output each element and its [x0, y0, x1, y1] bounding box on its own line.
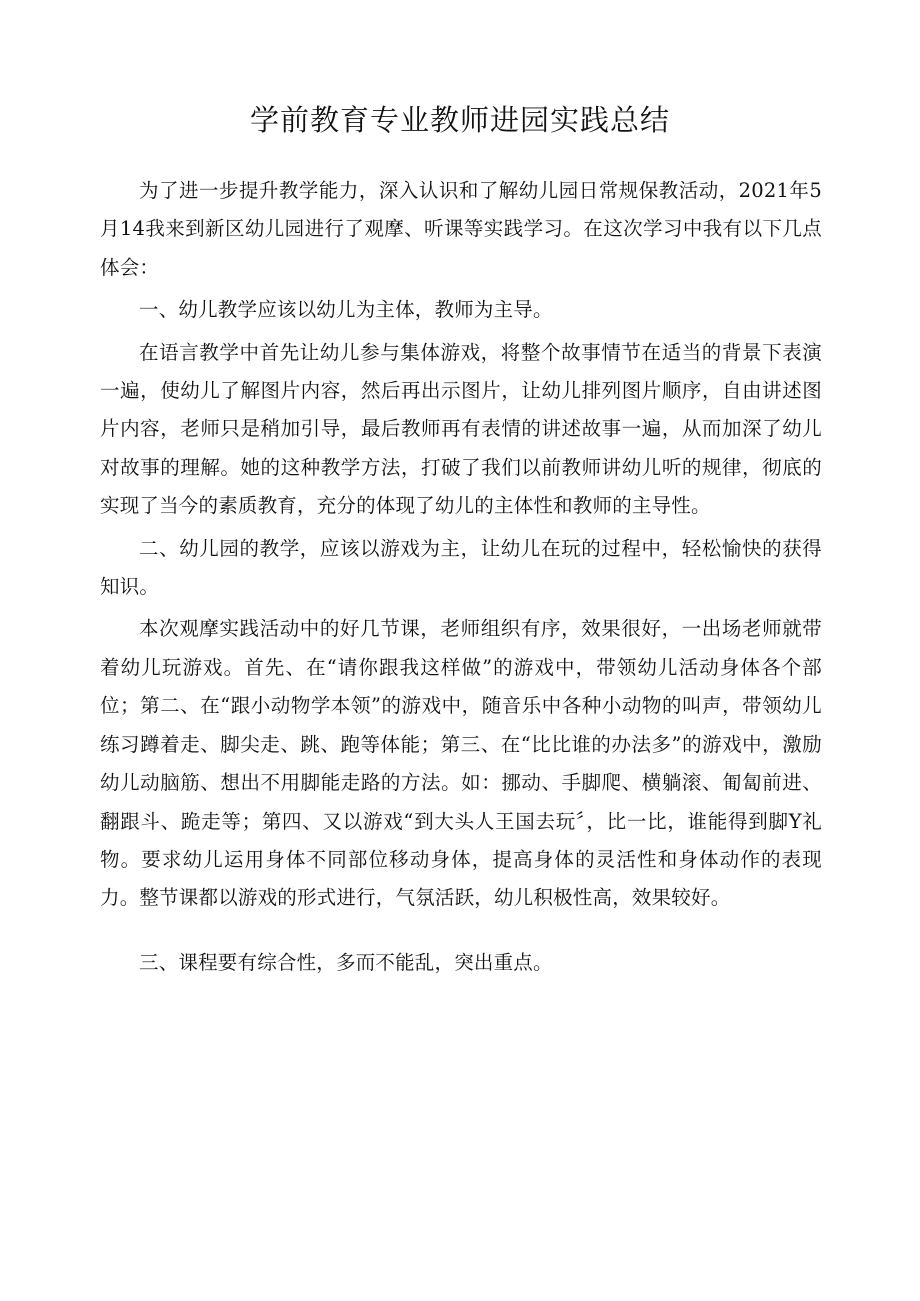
heading-point-two: 二、幼儿园的教学，应该以游戏为主，让幼儿在玩的过程中，轻松愉快的获得知识。: [100, 536, 822, 599]
document-body: [100, 172, 822, 982]
heading-point-three: 三、课程要有综合性，多而不能乱，突出重点。: [139, 950, 553, 974]
paragraph-intro: 为了进一步提升教学能力，深入认识和了解幼儿园日常规保教活动，2021年5月14我来到新区幼儿园进行了观摩、听课等实践学习。在这次学习中我有以下几点体会：: [100, 179, 822, 279]
heading-point-one: 一、幼儿教学应该以幼儿为主体，教师为主导。: [139, 298, 553, 322]
paragraph-point-two: 本次观摩实践活动中的好几节课，老师组织有序，效果很好，一出场老师就带着幼儿玩游戏。首先、在“请你跟我这样做”的游戏中，带领幼儿活动身体各个部位；第二、在“跟小动物学本领”的游戏中，随音乐中各种小动物的叫声，带领幼儿练习蹲着走、脚尖走、跳、跑等体能；第三、在“比比谁的办法多”的游戏中，激励幼儿动脑筋、想出不用脚能走路的方法。如：挪动、手脚爬、横躺滚、匍匐前进、翻跟斗、跪走等；第四、又以游戏“到大头人王国去玩〞，比一比，谁能得到脚Y礼物。要求幼儿运用身体不同部位移动身体，提高身体的灵活性和身体动作的表现力。整节课都以游戏的形式进行，气氛活跃，幼儿积极性高，效果较好。: [100, 617, 822, 910]
page-title: 学前教育专业教师进园实践总结: [249, 103, 670, 137]
paragraph-point-one: 在语言教学中首先让幼儿参与集体游戏，将整个故事情节在适当的背景下表演一遍，使幼儿了解图片内容，然后再出示图片，让幼儿排列图片顺序，自由讲述图片内容，老师只是稍加引导，最后教师再有表情的讲述故事一遍，从而加深了幼儿对故事的理解。她的这种教学方法，打破了我们以前教师讲幼儿听的规律，彻底的实现了当今的素质教育，充分的体现了幼儿的主体性和教师的主导性。: [100, 340, 822, 518]
